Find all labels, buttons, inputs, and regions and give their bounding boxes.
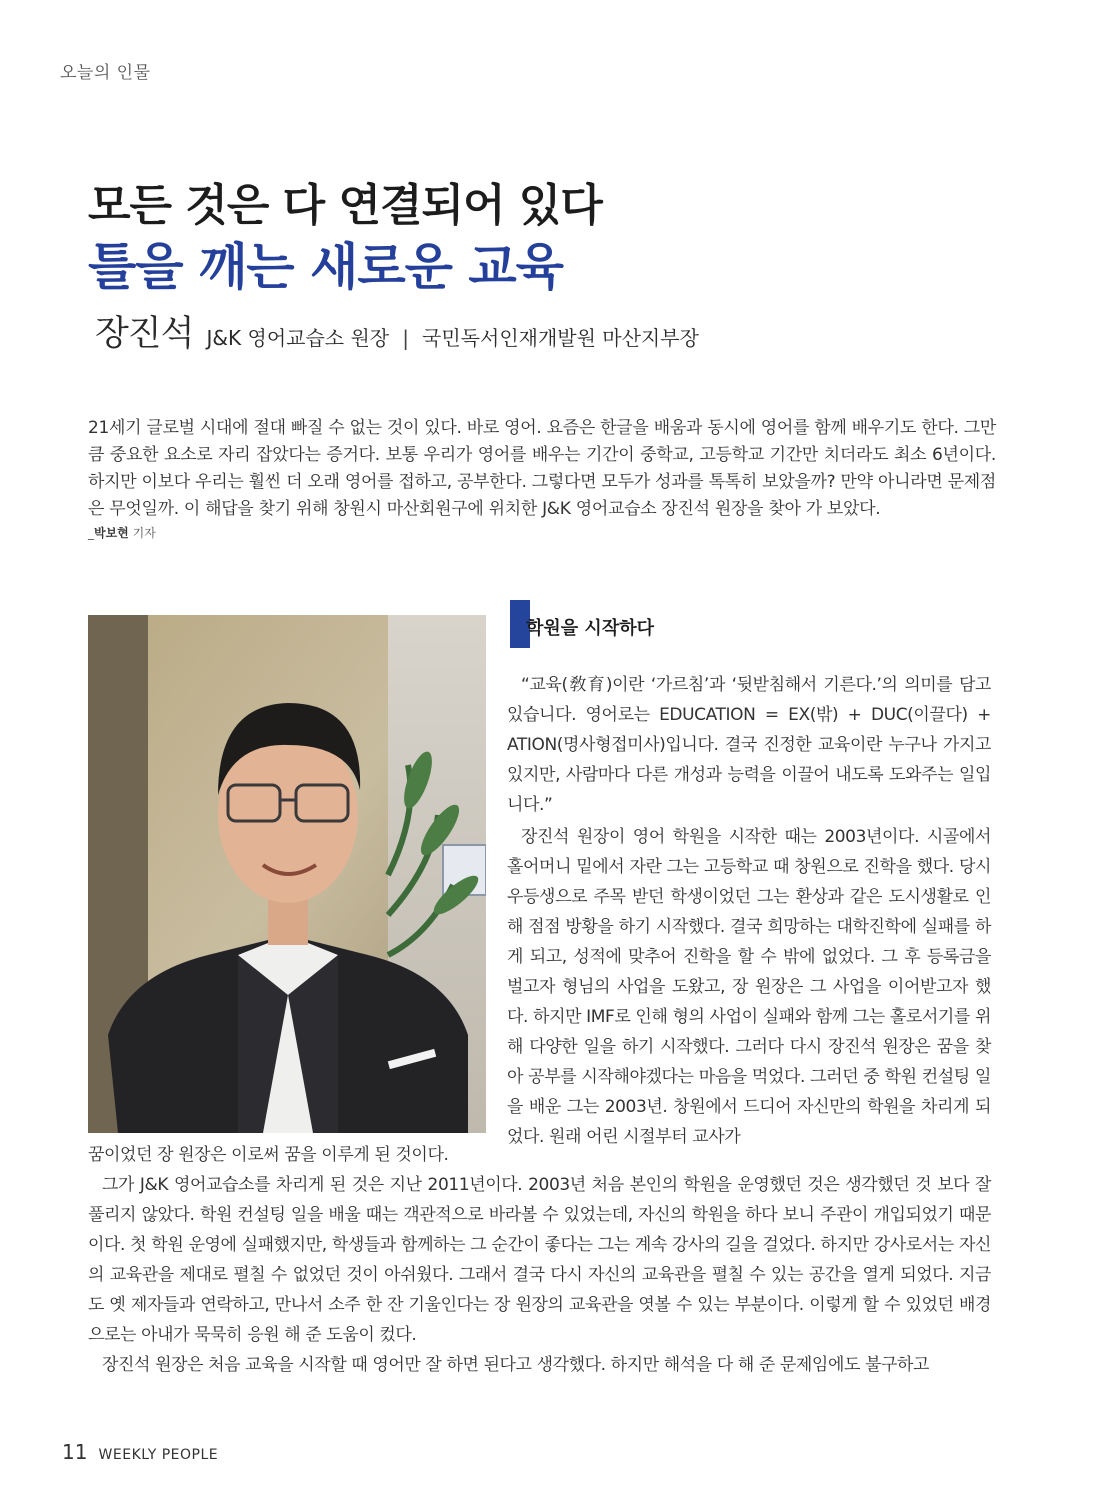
headline-line-2: 틀을 깨는 새로운 교육: [88, 238, 563, 296]
magazine-name: WEEKLY PEOPLE: [98, 1447, 219, 1463]
portrait-illustration: [88, 615, 486, 1133]
lead-paragraph: 21세기 글로벌 시대에 절대 빠질 수 없는 것이 있다. 바로 영어. 요즘은 한글을 배움과 동시에 영어를 함께 배우기도 한다. 그만큼 중요한 요소로 자리 잡았다는 증거다. 보통 우리가 영어를 배우는 기간이 중학교, 고등학교 기간만 치더라도 최소 6년이다. 하지만 이보다 우리는 훨씬 더 오래 영어를 접하고, 공부한다. 그렇다면 모두가 성과를 톡톡히 보았을까? 만약 아니라면 문제점은 무엇일까. 이 해답을 찾기 위해 창원시 마산회원구에 위치한 J&K 영어교습소 장진석 원장을 찾아 가 보았다.: [88, 418, 996, 519]
byline: [95, 306, 699, 356]
page-footer: [62, 1440, 218, 1464]
reporter-name: 박보현: [94, 526, 129, 540]
body-paragraph: 장진석 원장은 처음 교육을 시작할 때 영어만 잘 하면 된다고 생각했다. 하지만 해석을 다 해 준 문제임에도 불구하고: [102, 1355, 930, 1375]
reporter-credit: [88, 524, 156, 541]
interviewee-name: 장진석: [95, 314, 194, 354]
column-body: [507, 670, 991, 1152]
full-width-body: [88, 1140, 991, 1380]
interviewee-role-2: 국민독서인재개발원 마산지부장: [422, 326, 699, 350]
subheading-text: 학원을 시작하다: [526, 618, 654, 639]
headline: [88, 178, 1038, 300]
byline-separator: |: [402, 326, 409, 350]
portrait-photo: [88, 615, 486, 1133]
body-paragraph: 그가 J&K 영어교습소를 차리게 된 것은 지난 2011년이다. 2003년 처음 본인의 학원을 운영했던 것은 생각했던 것 보다 잘 풀리지 않았다. 학원 컨설팅 일을 배울 때는 객관적으로 바라볼 수 있었는데, 자신의 학원을 하다 보니 주관이 개입되었기 때문이다. 첫 학원 운영에 실패했지만, 학생들과 함께하는 그 순간이 좋다는 그는 계속 강사의 길을 걸었다. 하지만 강사로서는 자신의 교육관을 제대로 펼칠 수 없었던 것이 아쉬웠다. 그래서 결국 다시 자신의 교육관을 펼칠 수 있는 공간을 열게 되었다. 지금도 옛 제자들과 연락하고, 만나서 소주 한 잔 기울인다는 장 원장의 교육관을 엿볼 수 있는 부분이다. 이렇게 할 수 있었던 배경으로는 아내가 묵묵히 응원 해 준 도움이 컸다.: [88, 1175, 991, 1345]
section-label: 오늘의 인물: [60, 63, 151, 83]
page-number: 11: [62, 1440, 88, 1464]
body-paragraph: “교육(敎育)이란 ‘가르침’과 ‘뒷받침해서 기른다.’의 의미를 담고 있습니다. 영어로는 EDUCATION = EX(밖) + DUC(이끌다) + ATION(명사형접미사)입니다. 결국 진정한 교육이란 누구나 가지고 있지만, 사람마다 다른 개성과 능력을 이끌어 내도록 도와주는 일입니다.”: [507, 675, 991, 815]
headline-line-1: 모든 것은 다 연결되어 있다: [88, 180, 602, 231]
body-paragraph: 꿈이었던 장 원장은 이로써 꿈을 이루게 된 것이다.: [88, 1145, 449, 1165]
interviewee-role-1: J&K 영어교습소 원장: [206, 326, 390, 350]
credit-prefix: _: [88, 526, 94, 540]
reporter-title: 기자: [132, 526, 156, 540]
body-paragraph: 장진석 원장이 영어 학원을 시작한 때는 2003년이다. 시골에서 홀어머니 밑에서 자란 그는 고등학교 때 창원으로 진학을 했다. 당시 우등생으로 주목 받던 학생이었던 그는 환상과 같은 도시생활로 인해 점점 방황을 하기 시작했다. 결국 희망하는 대학진학에 실패를 하게 되고, 성적에 맞추어 진학을 할 수 밖에 없었다. 그 후 등록금을 벌고자 형님의 사업을 도왔고, 장 원장은 그 사업을 이어받고자 했다. 하지만 IMF로 인해 형의 사업이 실패와 함께 그는 홀로서기를 위해 다양한 일을 하기 시작했다. 그러다 다시 장진석 원장은 꿈을 찾아 공부를 시작해야겠다는 마음을 먹었다. 그러던 중 학원 컨설팅 일을 배운 그는 2003년. 창원에서 드디어 자신만의 학원을 차리게 되었다. 원래 어린 시절부터 교사가: [507, 827, 991, 1147]
